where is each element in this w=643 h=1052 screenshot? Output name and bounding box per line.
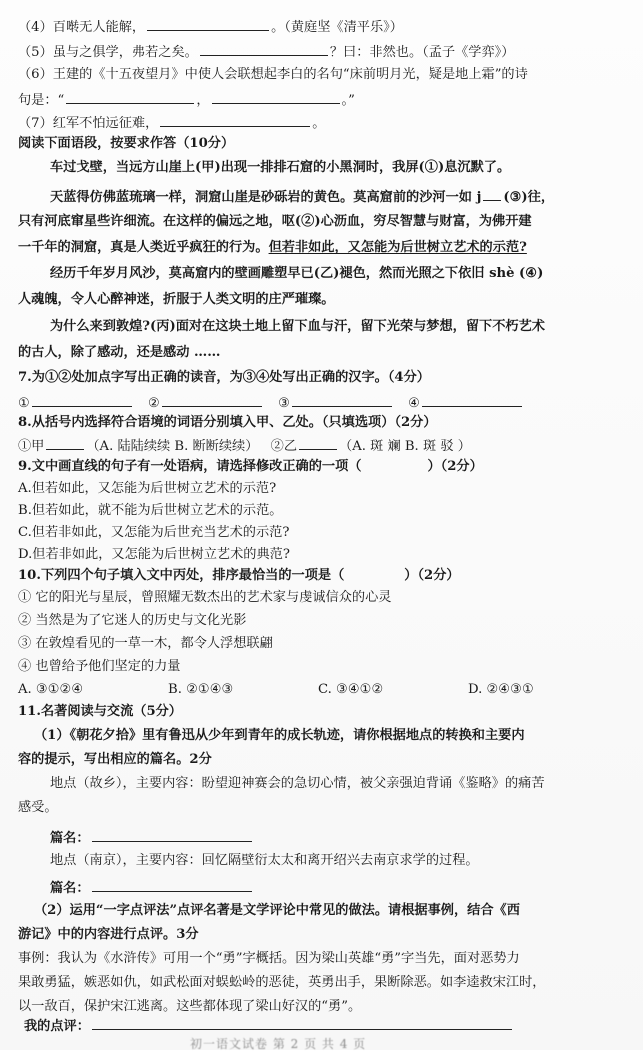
q9-points: ）（2分）	[427, 459, 483, 474]
passage-blank-3[interactable]	[483, 188, 501, 201]
jia-label: ①甲	[18, 439, 45, 454]
q11-part2-line2: 游记》中的内容进行点评。3分	[18, 927, 199, 942]
question-8: 8.从括号内选择符合语境的词语分别填入甲、乙处。（只填选项）（2分）	[18, 415, 437, 430]
q11-title-answer-2	[50, 879, 643, 897]
pianming-blank-2[interactable]	[92, 879, 252, 892]
pianming-label-2: 篇名：	[50, 881, 90, 896]
answer-blank-2[interactable]	[162, 394, 262, 407]
q9-option-b: B.但若如此，就不能为后世树立艺术的示范。	[18, 503, 283, 518]
my-comment	[24, 1017, 636, 1035]
passage-p2	[50, 188, 630, 206]
q6-suffix: 。”	[341, 93, 355, 108]
q5-blank[interactable]	[200, 43, 328, 56]
q6-blank-2[interactable]	[212, 91, 340, 104]
example-line-2: 果敢勇猛，嫉恶如仇，如武松面对蜈蚣岭的恶徒，英勇出手，果断除恶。如李逵救宋江时，	[18, 975, 546, 990]
pianming-label-1: 篇名：	[50, 831, 90, 846]
q10-points: ）（2分）	[404, 568, 460, 583]
question-4	[18, 18, 630, 36]
jia-options: （A. 陆陆续续 B. 断断续续）	[86, 439, 259, 454]
passage-p4-text: 一千年的洞窟，真是人类近乎疯狂的行为。	[18, 240, 269, 255]
q11-part2-line1: （2）运用“一字点评法”点评名著是文学评论中常见的做法。请根据事例，结合《西	[34, 903, 520, 918]
q7-text: （7）红军不怕远征难，	[18, 116, 159, 131]
q7-blank[interactable]	[160, 114, 310, 127]
my-comment-label: 我的点评：	[24, 1019, 90, 1034]
blank-label-1: ①	[18, 396, 30, 411]
question-8-options	[18, 437, 630, 455]
reading-section-title: 阅读下面语段，按要求作答（10分）	[18, 136, 235, 151]
question-10	[18, 568, 630, 584]
q11-location1-line1: 地点（故乡），主要内容：盼望迎神赛会的急切心情，被父亲强迫背诵《鉴略》的痛苦	[50, 776, 545, 791]
q11-location2: 地点（南京），主要内容：回忆隔壁衍太太和离开绍兴去南京求学的过程。	[50, 853, 479, 868]
question-7	[18, 114, 630, 132]
jia-blank[interactable]	[46, 437, 84, 450]
question-5	[18, 43, 630, 61]
q11-location1-line2: 感受。	[18, 800, 58, 815]
example-line-3: 以一敌百，保护宋江逃离。这些都体现了梁山好汉的“勇”。	[18, 999, 362, 1014]
passage-p1: 车过戈壁，当远方山崖上(甲)出现一排排石窟的小黑洞时，我屏(①)息沉默了。	[50, 160, 511, 175]
q5-text: （5）虽与之俱学，弗若之矣。	[18, 45, 198, 60]
passage-p2-tail: (③)往，	[503, 190, 555, 205]
q9-text: 9.文中画直线的句子有一处语病，请选择修改正确的一项（	[18, 459, 362, 474]
answer-blank-1[interactable]	[32, 394, 132, 407]
q4-text: （4）百啭无人能解，	[18, 20, 146, 35]
q6-text: （6）王建的《十五夜望月》中使人会联想起李白的名句“床前明月光，疑是地上霜”的诗	[18, 67, 528, 82]
q10-sentence-3: ③ 在敦煌看见的一草一木，都令人浮想联翩	[18, 636, 273, 651]
q4-blank[interactable]	[147, 18, 269, 31]
question-7b: 7.为①②处加点字写出正确的读音，为③④处写出正确的汉字。（4分）	[18, 370, 430, 385]
q9-option-c: C.但若非如此，又怎能为后世充当艺术的示范?	[18, 525, 290, 540]
passage-p6: 人魂魄，令人心醉神迷，折服于人类文明的庄严璀璨。	[18, 292, 335, 307]
yi-options: （A. 斑 斓 B. 斑 驳 ）	[339, 439, 471, 454]
q7-period: 。	[312, 116, 326, 131]
blank-label-2: ②	[148, 396, 160, 411]
q6-blank-1[interactable]	[66, 91, 194, 104]
q11-part1-line1: （1）《朝花夕拾》里有鲁迅从少年到青年的成长轨迹，请你根据地点的转换和主要内	[34, 728, 525, 743]
answer-blank-3[interactable]	[292, 394, 392, 407]
q10-option-c: C. ③④①②	[318, 682, 384, 697]
question-11-title: 11.名著阅读与交流（5分）	[18, 704, 182, 719]
passage-p2-text: 天蓝得仿佛蓝琉璃一样，洞窟山崖是砂砾岩的黄色。莫高窟前的沙河一如 j	[50, 190, 482, 205]
q9-option-d: D.但若非如此，又怎能为后世树立艺术的典范?	[18, 547, 290, 562]
passage-p7: 为什么来到敦煌?(丙)面对在这块土地上留下血与汗，留下光荣与梦想，留下不朽艺术	[50, 319, 545, 334]
page-footer: 初一语文试卷 第 2 页 共 4 页	[190, 1037, 367, 1051]
q6-prefix: 句是：“	[18, 93, 65, 108]
q10-option-b: B. ②①④③	[168, 682, 234, 697]
q4-source: 。（黄庭坚《清平乐》）	[271, 20, 403, 35]
q11-part1-line2: 容的提示，写出相应的篇名。2分	[18, 752, 212, 767]
pianming-blank-1[interactable]	[92, 829, 252, 842]
question-7b-blanks	[18, 394, 630, 412]
question-9	[18, 459, 630, 475]
passage-p5: 经历千年岁月风沙，莫高窟内的壁画雕塑早已(乙)褪色，然而光照之下依旧 shè (④)	[50, 266, 544, 281]
my-comment-blank[interactable]	[92, 1017, 512, 1030]
q10-sentence-2: ② 当然是为了它迷人的历史与文化光影	[18, 613, 247, 628]
q10-option-a: A. ③①②④	[18, 682, 84, 697]
q10-text: 10.下列四个句子填入文中丙处，排序最恰当的一项是（	[18, 568, 345, 583]
q10-option-d: D. ②④③①	[468, 682, 534, 697]
example-line-1: 事例：我认为《水浒传》可用一个“勇”字概括。因为梁山英雄“勇”字当先，面对恶势力	[18, 951, 520, 966]
q9-option-a: A.但若如此，又怎能为后世树立艺术的示范?	[18, 481, 277, 496]
answer-blank-4[interactable]	[422, 394, 522, 407]
q10-options	[18, 682, 630, 698]
q10-sentence-1: ① 它的阳光与星辰，曾照耀无数杰出的艺术家与虔诚信众的心灵	[18, 590, 392, 605]
yi-label: ②乙	[270, 439, 298, 454]
question-6-line2	[18, 91, 630, 109]
q6-comma: ，	[196, 93, 210, 108]
passage-p3: 只有河底窜星些许细流。在这样的偏远之地，呕(②)心沥血，穷尽智慧与财富，为佛开建	[18, 214, 532, 229]
q5-source: ？曰：非然也。（孟子《学弈》）	[329, 45, 515, 60]
q10-sentence-4: ④ 也曾给予他们坚定的力量	[18, 659, 181, 674]
yi-blank[interactable]	[299, 437, 337, 450]
q11-title-answer-1	[50, 829, 643, 847]
passage-p8: 的古人，除了感动，还是感动 ……	[18, 345, 221, 360]
passage-p4	[18, 240, 630, 256]
blank-label-3: ③	[278, 396, 290, 411]
blank-label-4: ④	[408, 396, 420, 411]
underlined-sentence: 但若非如此，又怎能为后世树立艺术的示范?	[268, 240, 527, 255]
question-6-line1	[18, 67, 630, 83]
